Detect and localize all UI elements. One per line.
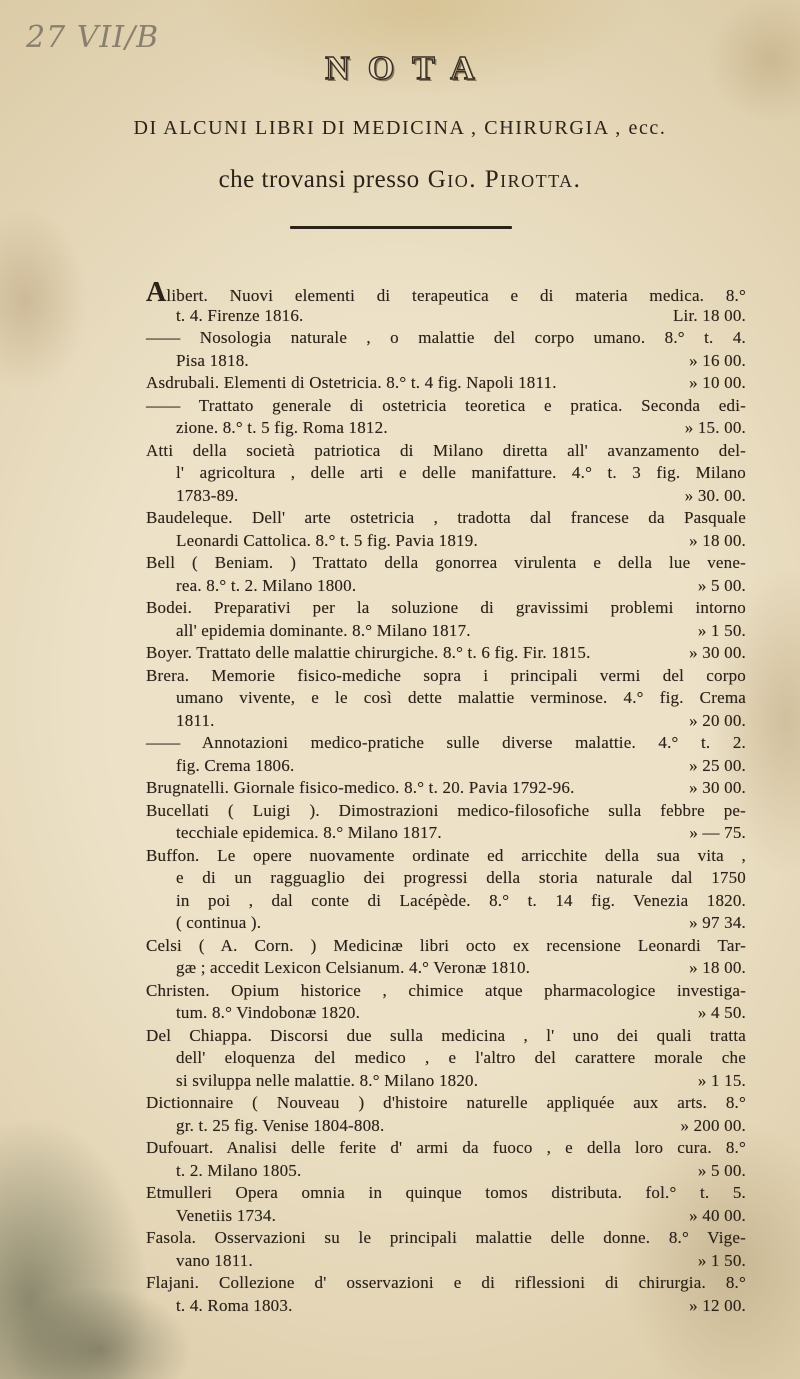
entry-last-line [146,485,746,508]
entry-line: Bell ( Beniam. ) Trattato della gonorrea virulenta e della lue vene- [146,553,746,572]
catalog-entry [146,597,746,642]
entry-last-line [146,912,746,935]
page-title: NOTA [325,50,493,87]
entry-price: » 200 00. [680,1115,746,1135]
entry-line: Celsi ( A. Corn. ) Medicinæ libri octo ex recensione Leonardi Tar- [146,935,746,955]
catalog-entry [146,1025,746,1093]
entry-line: rea. 8.° t. 2. Milano 1800. [176,575,357,595]
entry-line: Flajani. Collezione d' osservazioni e di riflessioni di chirurgia. 8.° [146,1273,746,1292]
entry-line: umano vivente, e le così dette malattie verminose. 4.° fig. Crema [176,688,746,707]
entry-last-line [146,1115,746,1138]
entry-line: t. 4. Firenze 1816. [176,305,304,325]
entry-line: Buffon. Le opere nuovamente ordinate ed arricchite della sua vita , [146,845,746,865]
entry-last-line [146,417,746,440]
catalog-entry [146,642,746,665]
entry-line: Etmulleri Opera omnia in quinque tomos distributa. fol.° t. 5. [146,1183,746,1202]
entry-price: » 4 50. [697,1003,746,1022]
entry-price: » 30 00. [689,643,746,662]
entry-line: t. 4. Roma 1803. [176,1295,293,1315]
entry-line: t. 2. Milano 1805. [176,1160,302,1180]
catalog-entry [146,800,746,845]
catalog-entry [146,935,746,980]
catalog-entry [146,980,746,1025]
entry-last-line [146,620,746,643]
entry-last-line [146,372,746,395]
entry-line: vano 1811. [176,1250,253,1270]
entry-line: Brugnatelli. Giornale fisico-medico. 8.° t. 20. Pavia 1792-96. [146,778,575,797]
entry-last-line [146,350,746,373]
catalog-entry [146,1182,746,1227]
entry-last-line [146,957,746,980]
entry-line: Pisa 1818. [176,350,249,370]
catalog-entry [146,507,746,552]
entry-price: » 30 00. [689,778,746,797]
entry-line: gr. t. 25 fig. Venise 1804-808. [176,1115,385,1135]
catalog-entry [146,777,746,800]
entry-line: Alibert. Nuovi elementi di terapeutica e di materia medica. 8.° [146,277,746,308]
entry-price: » 30. 00. [684,485,746,505]
entry-line: dell' eloquenza del medico , e l'altro del carattere morale che [176,1048,746,1067]
entry-price: » 16 00. [689,350,746,370]
entry-last-line [146,822,746,845]
page-subtitle: DI ALCUNI LIBRI DI MEDICINA , CHIRURGIA , ecc. [133,117,667,139]
entry-price: » 15. 00. [684,418,746,437]
entry-line: ( continua ). [176,913,262,932]
catalog-entry [146,277,746,327]
entry-line: Dufouart. Analisi delle ferite d' armi da fuoco , e della loro cura. 8.° [146,1138,746,1157]
shelfmark: 27 VII/B [26,20,160,55]
entry-line: Brera. Memorie fisico-mediche sopra i principali vermi del corpo [146,665,746,685]
entry-last-line [146,305,746,328]
entry-line: tum. 8.° Vindobonæ 1820. [176,1003,361,1022]
entry-line: gæ ; accedit Lexicon Celsianum. 4.° Veronæ 1810. [176,958,531,977]
catalog-entry [146,440,746,508]
entry-price: » 5 00. [697,575,746,595]
entry-line: Bodei. Preparativi per la soluzione di gravissimi problemi intorno [146,598,746,617]
entry-price: » — 75. [689,823,746,842]
catalog-list [146,277,746,1317]
entry-line: Asdrubali. Elementi di Ostetricia. 8.° t. 4 fig. Napoli 1811. [146,373,557,392]
catalog-entry [146,1092,746,1137]
entry-last-line [146,1205,746,1228]
entry-line: all' epidemia dominante. 8.° Milano 1817. [176,620,471,640]
catalog-entry [146,1272,746,1317]
entry-price: » 10 00. [689,373,746,392]
catalog-entry [146,327,746,372]
entry-line: —— Trattato generale di ostetricia teoretica e pratica. Seconda edi- [146,395,746,415]
entry-line: Dictionnaire ( Nouveau ) d'histoire naturelle appliquée aux arts. 8.° [146,1093,746,1112]
entry-price: » 1 15. [697,1070,746,1090]
entry-last-line [146,1160,746,1183]
catalog-entry [146,1137,746,1182]
entry-last-line [146,530,746,553]
entry-line: Fasola. Osservazioni su le principali malattie delle donne. 8.° Vige- [146,1228,746,1247]
catalog-entry [146,395,746,440]
entry-line: zione. 8.° t. 5 fig. Roma 1812. [176,418,388,437]
entry-last-line [146,642,746,665]
entry-line: —— Annotazioni medico-pratiche sulle diverse malattie. 4.° t. 2. [146,733,746,752]
entry-line: Atti della società patriotica di Milano diretta all' avanzamento del- [146,440,746,460]
entry-line: 1783-89. [176,485,239,505]
entry-line: e di un ragguaglio dei progressi della storia naturale dal 1750 [176,868,746,887]
catalog-entry [146,732,746,777]
entry-line: Bucellati ( Luigi ). Dimostrazioni medico-filosofiche sulla febbre pe- [146,800,746,820]
entry-last-line [146,1002,746,1025]
entry-line: in poi , dal conte di Lacépède. 8.° t. 14 fig. Venezia 1820. [176,890,746,910]
entry-price: » 1 50. [697,1250,746,1270]
publisher-line [0,166,800,194]
entry-line: Del Chiappa. Discorsi due sulla medicina , l' uno dei quali tratta [146,1025,746,1045]
entry-price: » 18 00. [689,530,746,550]
entry-last-line [146,1250,746,1273]
catalog-entry [146,665,746,733]
entry-last-line [146,1295,746,1318]
entry-line: Boyer. Trattato delle malattie chirurgiche. 8.° t. 6 fig. Fir. 1815. [146,643,591,662]
catalog-entry [146,845,746,935]
entry-price: » 20 00. [689,710,746,730]
catalog-entry [146,1227,746,1272]
publisher-prefix: che trovansi presso [218,166,420,193]
entry-line: tecchiale epidemica. 8.° Milano 1817. [176,823,442,842]
entry-last-line [146,755,746,778]
entry-line: Baudeleque. Dell' arte ostetricia , tradotta dal francese da Pasquale [146,508,746,527]
entry-line: si sviluppa nelle malattie. 8.° Milano 1820. [176,1070,479,1090]
divider-rule [290,226,512,229]
entry-line: 1811. [176,710,215,730]
entry-price: » 40 00. [689,1205,746,1225]
entry-line: l' agricoltura , delle arti e delle manifatture. 4.° t. 3 fig. Milano [176,463,746,482]
catalog-entry [146,552,746,597]
entry-price: » 18 00. [689,958,746,977]
entry-price: Lir. 18 00. [672,305,746,325]
entry-line: Venetiis 1734. [176,1205,277,1225]
entry-last-line [146,710,746,733]
entry-price: » 12 00. [689,1295,746,1315]
entry-last-line [146,575,746,598]
entry-price: » 97 34. [689,913,746,932]
entry-line: fig. Crema 1806. [176,755,295,775]
entry-last-line [146,1070,746,1093]
catalog-entry [146,372,746,395]
publisher-name: Gio. Pirotta. [427,166,582,193]
entry-line: Christen. Opium historice , chimice atque pharmacologice investiga- [146,980,746,1000]
entry-line: —— Nosologia naturale , o malattie del corpo umano. 8.° t. 4. [146,328,746,347]
entry-line: Leonardi Cattolica. 8.° t. 5 fig. Pavia 1819. [176,530,478,550]
entry-last-line [146,777,746,800]
entry-price: » 25 00. [689,755,746,775]
entry-price: » 1 50. [697,620,746,640]
entry-price: » 5 00. [697,1160,746,1180]
